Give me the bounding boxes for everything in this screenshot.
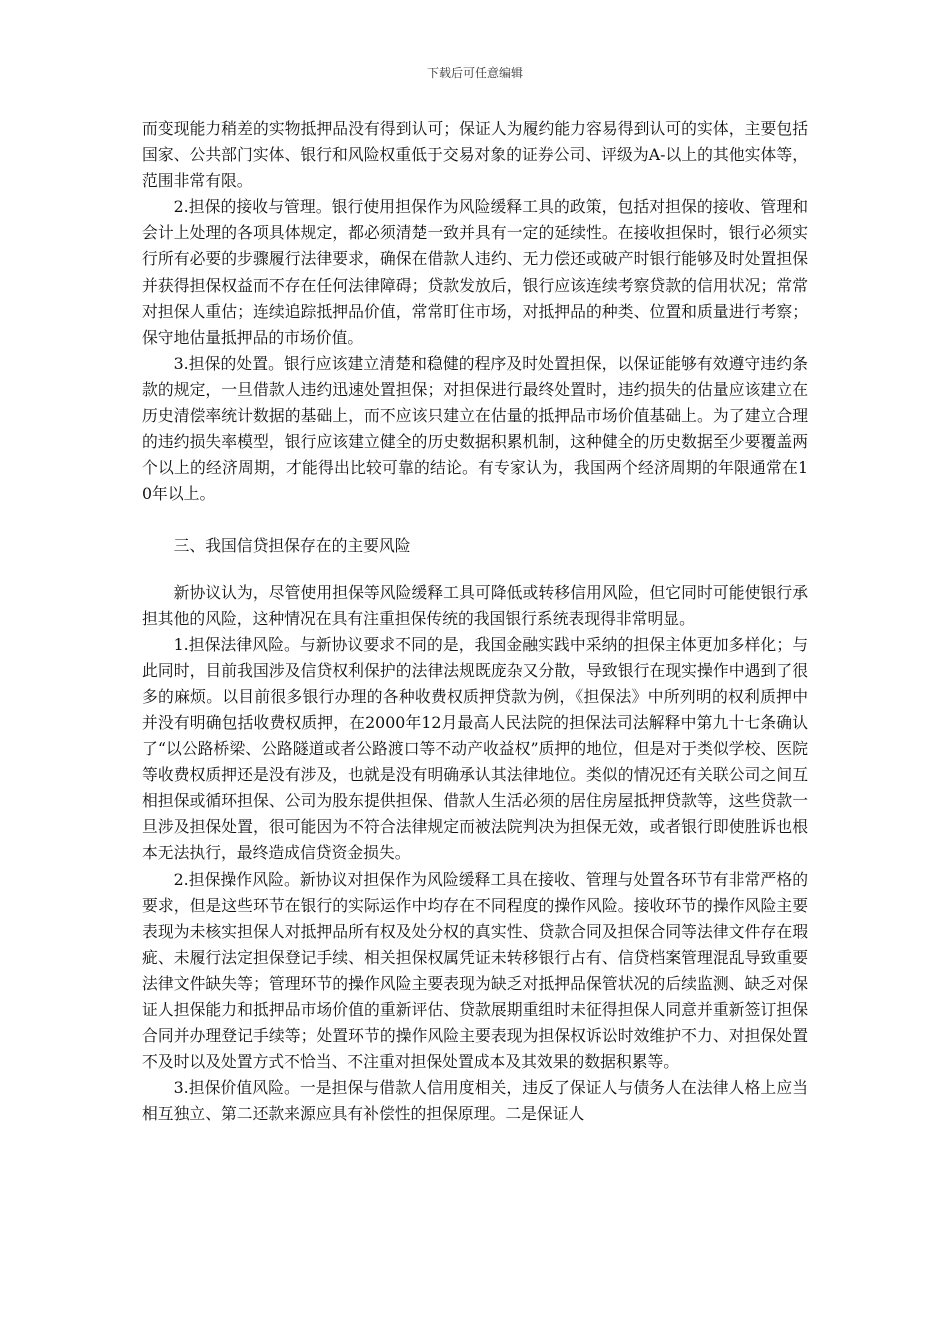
paragraph: 3.担保价值风险。一是担保与借款人信用度相关，违反了保证人与债务人在法律人格上应当相互独立、第二还款来源应具有补偿性的担保原理。二是保证人	[142, 1078, 808, 1124]
paragraph: 2.担保操作风险。新协议对担保作为风险缓释工具在接收、管理与处置各环节有非常严格的要求，但是这些环节在银行的实际运作中均存在不同程度的操作风险。接收环节的操作风险主要表现为未核实担保人对抵押品所有权及处分权的真实性、贷款合同及担保合同等法律文件存在瑕疵、未履行法定担保登记手续、相关担保权属凭证未转移银行占有、信贷档案管理混乱导致重要法律文件缺失等；管理环节的操作风险主要表现为缺乏对抵押品保管状况的后续监测、缺乏对保证人担保能力和抵押品市场价值的重新评估、贷款展期重组时未征得担保人同意并重新签订担保合同并办理登记手续等；处置环节的操作风险主要表现为担保权诉讼时效维护不力、对担保处置不及时以及处置方式不恰当、不注重对担保处置成本及其效果的数据积累等。	[142, 869, 808, 1072]
paragraph: 新协议认为，尽管使用担保等风险缓释工具可降低或转移信用风险，但它同时可能使银行承担其他的风险，这种情况在具有注重担保传统的我国银行系统表现得非常明显。	[142, 582, 808, 628]
document-body	[142, 116, 808, 1127]
section-heading: 三、我国信贷担保存在的主要风险	[173, 536, 411, 556]
paragraph: 而变现能力稍差的实物抵押品没有得到认可；保证人为履约能力容易得到认可的实体，主要包括国家、公共部门实体、银行和风险权重低于交易对象的证券公司、评级为A-以上的其他实体等，范围非常有限。	[142, 119, 808, 191]
paragraph: 3.担保的处置。银行应该建立清楚和稳健的程序及时处置担保，以保证能够有效遵守违约条款的规定，一旦借款人违约迅速处置担保；对担保进行最终处置时，违约损失的估量应该建立在历史清偿率统计数据的基础上，而不应该只建立在估量的抵押品市场价值基础上。为了建立合理的违约损失率模型，银行应该建立健全的历史数据积累机制，这种健全的历史数据至少要覆盖两个以上的经济周期，才能得出比较可靠的结论。有专家认为，我国两个经济周期的年限通常在10年以上。	[142, 353, 808, 504]
paragraph: 2.担保的接收与管理。银行使用担保作为风险缓释工具的政策，包括对担保的接收、管理和会计上处理的各项具体规定，都必须清楚一致并具有一定的延续性。在接收担保时，银行必须实行所有必要的步骤履行法律要求，确保在借款人违约、无力偿还或破产时银行能够及时处置担保并获得担保权益而不存在任何法律障碍；贷款发放后，银行应该连续考察贷款的信用状况；常常对担保人重估；连续追踪抵押品价值，常常盯住市场，对抵押品的种类、位置和质量进行考察；保守地估量抵押品的市场价值。	[142, 197, 808, 347]
page-header-note: 下载后可任意编辑	[426, 66, 523, 80]
paragraph: 1.担保法律风险。与新协议要求不同的是，我国金融实践中采纳的担保主体更加多样化；与此同时，目前我国涉及信贷权利保护的法律法规既庞杂又分散，导致银行在现实操作中遇到了很多的麻烦。以目前很多银行办理的各种收费权质押贷款为例，《担保法》中所列明的权利质押中并没有明确包括收费权质押，在2000年12月最高人民法院的担保法司法解释中第九十七条确认了“以公路桥梁、公路隧道或者公路渡口等不动产收益权”质押的地位，但是对于类似学校、医院等收费权质押还是没有涉及，也就是没有明确承认其法律地位。类似的情况还有关联公司之间互相担保或循环担保、公司为股东提供担保、借款人生活必须的居住房屋抵押贷款等，这些贷款一旦涉及担保处置，很可能因为不符合法律规定而被法院判决为担保无效，或者银行即使胜诉也根本无法执行，最终造成信贷资金损失。	[142, 634, 808, 863]
